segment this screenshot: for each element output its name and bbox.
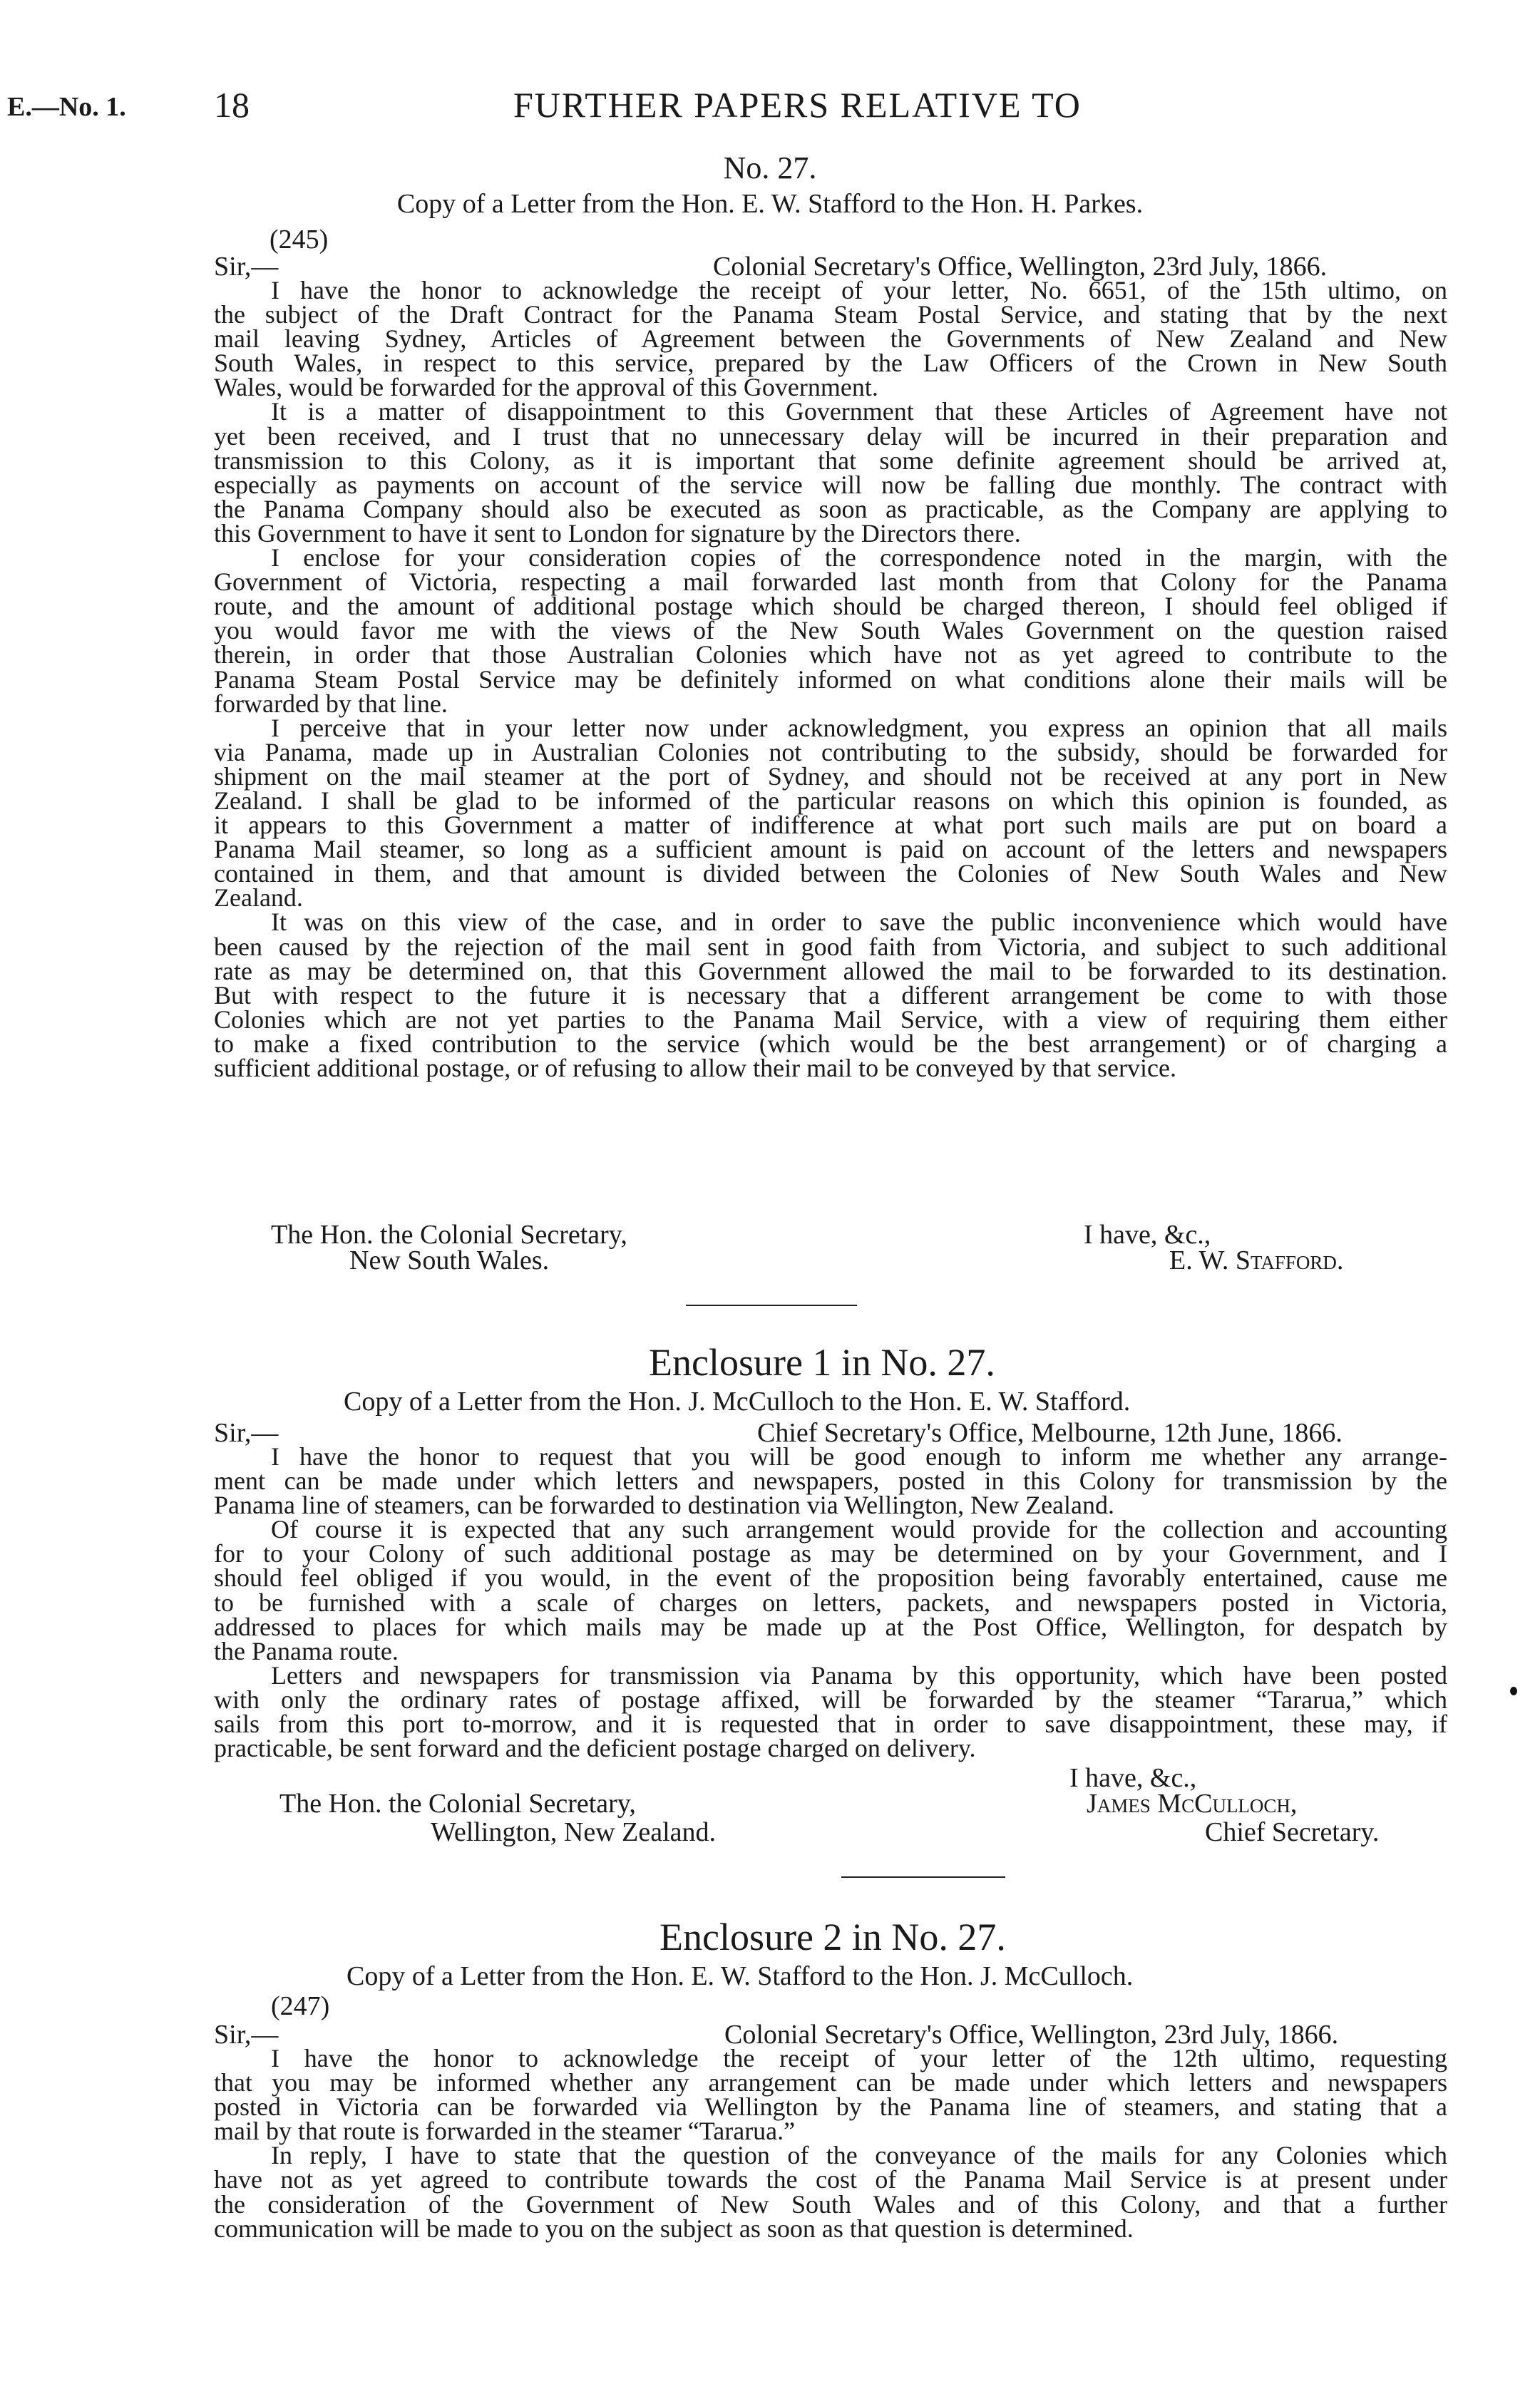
text-line: have not as yet agreed to contribute towards the cost of the Panama Mail Service is at present under (214, 2165, 1447, 2194)
text-line: therein, in order that those Australian Colonies which have not as yet agreed to contribute to the (214, 640, 1447, 669)
text-line: posted in Victoria can be forwarded via Wellington by the Panama line of steamers, and stating that a (214, 2092, 1447, 2122)
text-line: you would favor me with the views of the New South Wales Government on the question raised (214, 616, 1447, 645)
closing: I have, &c., (1069, 1763, 1197, 1793)
text-line: the Panama route. (214, 1636, 399, 1665)
text-line: it appears to this Government a matter of indifference at what port such mails are put on board a (214, 811, 1447, 840)
text-line: route, and the amount of additional postage which should be charged thereon, I should feel obliged if (214, 592, 1447, 621)
text-line: Government of Victoria, respecting a mail forwarded last month from that Colony for the Panama (214, 567, 1447, 597)
paper-reference: E.—No. 1. (7, 92, 126, 122)
running-title: FURTHER PAPERS RELATIVE TO (513, 85, 1082, 125)
text-line: In reply, I have to state that the question of the conveyance of the mails for any Colonies which (271, 2141, 1447, 2170)
text-line: sufficient additional postage, or of refusing to allow their mail to be conveyed by that service. (214, 1054, 1176, 1082)
text-line: Zealand. (214, 883, 303, 913)
letter-heading: No. 27. (723, 150, 817, 185)
text-line: especially as payments on account of the service will now be falling due monthly. The contract with (214, 470, 1447, 499)
text-line: It is a matter of disappointment to this Government that these Articles of Agreement have not (271, 397, 1447, 426)
text-line: with only the ordinary rates of postage affixed, will be forwarded by the steamer “Tararua,” which (214, 1685, 1447, 1714)
text-line: should feel obliged if you would, in the event of the proposition being favorably entertained, cause me (214, 1563, 1447, 1593)
enclosure-heading: Enclosure 1 in No. 27. (649, 1341, 995, 1384)
dateline: Chief Secretary's Office, Melbourne, 12th June, 1866. (757, 1418, 1343, 1448)
text-line: transmission to this Colony, as it is important that some definite agreement should be arrived at, (214, 446, 1447, 475)
margin-reference: (245) (270, 225, 329, 255)
enclosure-body (214, 1442, 1447, 1763)
text-line: I have the honor to acknowledge the receipt of your letter, No. 6651, of the 15th ultimo, on (271, 276, 1447, 304)
page-header (0, 84, 1540, 127)
text-line: the subject of the Draft Contract for the Panama Steam Postal Service, and stating that by the next (214, 300, 1447, 329)
text-line: this Government to have it sent to London for signature by the Directors there. (214, 518, 1021, 548)
text-line: I have the honor to acknowledge the receipt of your letter of the 12th ultimo, requesting (271, 2044, 1447, 2072)
dateline: Colonial Secretary's Office, Wellington, 23rd July, 1866. (713, 252, 1328, 282)
margin-reference: (247) (271, 1991, 330, 2021)
enclosure-subheading: Copy of a Letter from the Hon. E. W. Stafford to the Hon. J. McCulloch. (346, 1961, 1134, 1991)
text-line: Letters and newspapers for transmission via Panama by this opportunity, which have been posted (271, 1660, 1447, 1690)
letter-subheading: Copy of a Letter from the Hon. E. W. Stafford to the Hon. H. Parkes. (396, 189, 1144, 219)
text-line: rate as may be determined on, that this Government allowed the mail to be forwarded to its destination. (214, 956, 1447, 985)
text-line: shipment on the mail steamer at the port of Sydney, and should not be received at any port in New (214, 761, 1447, 791)
text-line: for to your Colony of such additional postage as may be determined on by your Government, and I (214, 1539, 1447, 1568)
text-line: I enclose for your consideration copies of the correspondence noted in the margin, with the (271, 543, 1447, 572)
text-line: communication will be made to you on the subject as soon as that question is determined. (214, 2214, 1134, 2243)
enclosure-body (214, 2046, 1447, 2241)
enclosure-heading: Enclosure 2 in No. 27. (659, 1916, 1006, 1958)
addressee-line-1: The Hon. the Colonial Secretary, (271, 1220, 627, 1250)
text-line: Panama Steam Postal Service may be definitely informed on what conditions alone their mails will be (214, 664, 1447, 694)
text-line: via Panama, made up in Australian Colonies not contributing to the subsidy, should be forwarded for (214, 737, 1447, 766)
text-line: contained in them, and that amount is divided between the Colonies of New South Wales and New (214, 859, 1447, 888)
text-line: the Panama Company should also be executed as soon as practicable, as the Company are applying to (214, 494, 1447, 523)
text-line: to be furnished with a scale of charges on letters, packets, and newspapers posted in Victoria, (214, 1588, 1447, 1617)
closing: I have, &c., (1084, 1220, 1211, 1250)
letter-body (214, 278, 1447, 1080)
text-line: Panama line of steamers, can be forwarded to destination via Wellington, New Zealand. (214, 1491, 1115, 1520)
text-line: to make a fixed contribution to the service (which would be the best arrangement) or of charging a (214, 1029, 1447, 1058)
addressee-line-1: The Hon. the Colonial Secretary, (279, 1789, 636, 1819)
signature-title: Chief Secretary. (1205, 1817, 1380, 1847)
page-number: 18 (214, 85, 250, 125)
text-line: South Wales, in respect to this service, prepared by the Law Officers of the Crown in New South (214, 349, 1447, 378)
text-line: mail by that route is forwarded in the steamer “Tararua.” (214, 2117, 796, 2146)
text-line: I have the honor to request that you will be good enough to inform me whether any arrange- (271, 1442, 1447, 1471)
text-line: Zealand. I shall be glad to be informed of the particular reasons on which this opinion is founded, as (214, 786, 1447, 815)
text-line: mail leaving Sydney, Articles of Agreement between the Governments of New Zealand and New (214, 324, 1447, 354)
section-divider (686, 1305, 857, 1306)
text-line: practicable, be sent forward and the deficient postage charged on delivery. (214, 1734, 976, 1763)
salutation: Sir,— (214, 1418, 279, 1448)
text-line: the consideration of the Government of New South Wales and of this Colony, and that a further (214, 2189, 1447, 2219)
text-line: addressed to places for which mails may be made up at the Post Office, Wellington, for despatch by (214, 1612, 1447, 1641)
text-line: ment can be made under which letters and newspapers, posted in this Colony for transmission by the (214, 1466, 1447, 1496)
section-divider (841, 1876, 1005, 1878)
margin-mark (1510, 1687, 1517, 1695)
text-line: Of course it is expected that any such arrangement would provide for the collection and accounting (271, 1515, 1447, 1544)
dateline: Colonial Secretary's Office, Wellington, 23rd July, 1866. (724, 2020, 1339, 2050)
signature: E. W. Stafford. (1169, 1245, 1344, 1275)
text-line: sails from this port to-morrow, and it is requested that in order to save disappointment, these may, if (214, 1710, 1447, 1739)
addressee-line-2: New South Wales. (349, 1245, 550, 1275)
text-line: that you may be informed whether any arrangement can be made under which letters and newspapers (214, 2068, 1447, 2097)
text-line: I perceive that in your letter now under acknowledgment, you express an opinion that all mails (271, 713, 1447, 742)
addressee-line-2: Wellington, New Zealand. (431, 1817, 717, 1847)
salutation: Sir,— (214, 252, 279, 282)
text-line: yet been received, and I trust that no unnecessary delay will be incurred in their preparation and (214, 421, 1447, 451)
text-line: forwarded by that line. (214, 689, 448, 718)
text-line: Wales, would be forwarded for the approval of this Government. (214, 373, 878, 402)
text-line: But with respect to the future it is necessary that a different arrangement be come to with those (214, 980, 1447, 1009)
text-line: It was on this view of the case, and in order to save the public inconvenience which would have (271, 908, 1447, 937)
signature: James McCulloch, (1087, 1789, 1298, 1819)
salutation: Sir,— (214, 2020, 279, 2050)
enclosure-subheading: Copy of a Letter from the Hon. J. McCulloch to the Hon. E. W. Stafford. (344, 1387, 1131, 1417)
text-line: Colonies which are not yet parties to the Panama Mail Service, with a view of requiring them either (214, 1005, 1447, 1034)
text-line: Panama Mail steamer, so long as a sufficient amount is paid on account of the letters and newspapers (214, 835, 1447, 864)
text-line: been caused by the rejection of the mail sent in good faith from Victoria, and subject to such additional (214, 932, 1447, 961)
